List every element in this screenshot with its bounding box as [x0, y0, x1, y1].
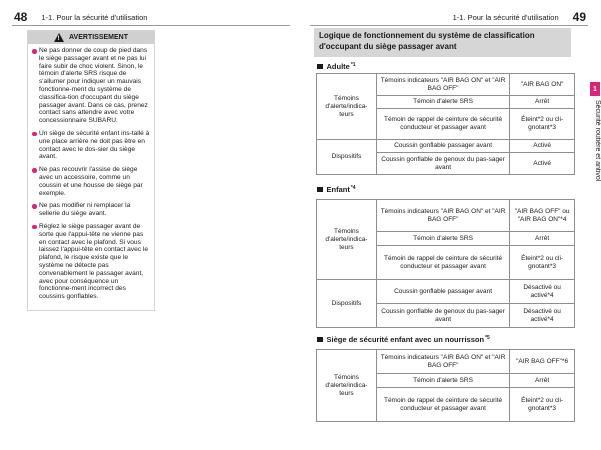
warning-item: Ne pas modifier ni remplacer la sellerie du siège avant. [32, 202, 150, 218]
row-state: "AIR BAG ON" [510, 74, 575, 96]
row-state: Désactivé ou activé*4 [510, 280, 575, 304]
table-row [317, 350, 575, 374]
row-item: Témoin d'alerte SRS [376, 374, 509, 388]
row-item: Témoins indicateurs "AIR BAG ON" et "AIR BAG OFF" [376, 200, 509, 232]
right-header-rule [310, 25, 588, 26]
row-item: Témoin d'alerte SRS [376, 96, 509, 109]
right-running-head-title: 1-1. Pour la sécurité d'utilisation [452, 12, 559, 22]
group-label: Dispositifs [317, 280, 377, 328]
row-state: Désactivé ou activé*4 [510, 304, 575, 328]
row-state: Arrêt [510, 232, 575, 246]
warning-header [28, 31, 154, 44]
warning-box [27, 30, 155, 311]
row-state: Éteint*2 ou cli-gnotant*3 [510, 388, 575, 422]
right-page [300, 0, 600, 450]
warning-triangle-icon [54, 33, 64, 42]
section-heading-infant [317, 335, 490, 344]
row-state: "AIR BAG OFF" ou "AIR BAG ON"*4 [510, 200, 575, 232]
row-state: Éteint*2 ou cli-gnotant*3 [510, 109, 575, 140]
row-state: Arrêt [510, 374, 575, 388]
right-page-number: 49 [572, 10, 586, 24]
section-heading-footnote: *4 [350, 185, 356, 191]
left-page-number: 48 [14, 10, 28, 24]
row-item: Témoin d'alerte SRS [376, 232, 509, 246]
warning-item: Réglez le siège passager avant de sorte que l'appui-tête ne vienne pas en contact avec le plafond. Si vous laissez l'appui-tête en contact avec le plafond, le risque existe que le système ne détecte pas convenablement le passager avant, avec pour conséquence un fonctionne-ment incorrect des coussins gonflables. [32, 223, 150, 301]
row-item: Coussin gonflable passager avant [376, 280, 509, 304]
section-heading-text: Enfant [326, 185, 350, 194]
section-heading-text: Adulte [326, 62, 350, 71]
square-bullet-icon [317, 337, 323, 343]
infant-table [316, 349, 575, 422]
square-bullet-icon [317, 187, 323, 193]
group-label: Témoins d'alerte/indica-teurs [317, 74, 377, 140]
section-heading-text: Siège de sécurité enfant avec un nourrisson [326, 335, 485, 344]
section-heading-child [317, 185, 356, 194]
section-heading-adult [317, 62, 356, 71]
row-item: Témoin de rappel de ceinture de sécurité conducteur et passager avant [376, 388, 509, 422]
group-label: Témoins d'alerte/indica-teurs [317, 200, 377, 280]
left-running-head [14, 10, 147, 24]
warning-item: Ne pas donner de coup de pied dans le siège passager avant et ne pas lui faire subir de choc violent. Sinon, le témoin d'alerte SRS risque de s'allumer pour indiquer un mauvais fonctionne-ment du système de classifica-tion d'occupant du siège passager avant. Dans ce cas, prenez contact sans attendre avec votre concessionnaire SUBARU. [32, 47, 150, 125]
warning-item: Ne pas recouvrir l'assise de siège avec un accessoire, comme un coussin et une housse de siège par exemple. [32, 166, 150, 197]
row-item: Coussin gonflable de genoux du pas-sager avant [376, 153, 509, 175]
warning-title: AVERTISSEMENT [69, 34, 128, 41]
table-row [317, 280, 575, 304]
left-running-head-title: 1-1. Pour la sécurité d'utilisation [41, 12, 148, 22]
row-state: Arrêt [510, 96, 575, 109]
row-state: "AIR BAG OFF"*6 [510, 350, 575, 374]
table-row [317, 74, 575, 96]
left-header-rule [12, 25, 290, 26]
row-item: Témoins indicateurs "AIR BAG ON" et "AIR BAG OFF" [376, 350, 509, 374]
table-row [317, 200, 575, 232]
row-item: Témoin de rappel de ceinture de sécurité conducteur et passager avant [376, 246, 509, 280]
square-bullet-icon [317, 64, 323, 70]
row-state: Activé [510, 153, 575, 175]
section-heading-footnote: *1 [350, 62, 356, 68]
row-item: Témoin de rappel de ceinture de sécurité conducteur et passager avant [376, 109, 509, 140]
left-page [0, 0, 300, 450]
row-item: Témoins indicateurs "AIR BAG ON" et "AIR BAG OFF" [376, 74, 509, 96]
row-state: Activé [510, 140, 575, 153]
chapter-tab-label: Sécurité routière et antivol [594, 100, 601, 182]
row-item: Coussin gonflable passager avant [376, 140, 509, 153]
group-label: Dispositifs [317, 140, 377, 175]
adult-table [316, 73, 575, 175]
row-state: Éteint*2 ou cli-gnotant*3 [510, 246, 575, 280]
chapter-tab[interactable]: 1 [590, 82, 600, 96]
row-item: Coussin gonflable de genoux du pas-sager avant [376, 304, 509, 328]
warning-item: Un siège de sécurité enfant ins-tallé à une place arrière ne doit pas être en contact avec le dos-sier du siège avant. [32, 130, 150, 161]
warning-body [28, 44, 154, 310]
table-row [317, 140, 575, 153]
section-title: Logique de fonctionnement du système de classification d'occupant du siège passager avant [314, 28, 571, 57]
right-running-head [453, 10, 586, 24]
child-table [316, 199, 575, 328]
group-label: Témoins d'alerte/indica-teurs [317, 350, 377, 422]
section-heading-footnote: *5 [485, 335, 490, 341]
